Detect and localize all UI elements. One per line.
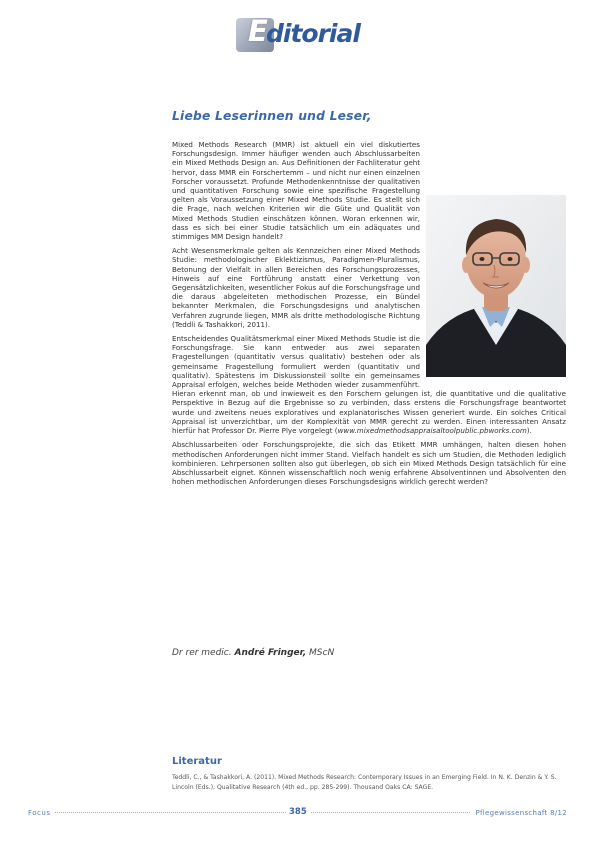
paragraph-features: Acht Wesensmerkmale gelten als Kennzeichen einer Mixed Methods Studie: methodologischer Eklektizismus, Paradigmen-Pluralismus, Betonung der Vielfalt in allen Bereichen des Forschungsprozesses, Hinweis auf eine Fortführung anstatt einer Verkettung von Gegensätzlichkeiten, wesentlicher Fokus auf die Forschungsfrage und die daraus abgeleiteten methodischen Prozesse, ein Bündel bekannter Merkmalen, die Forschungsdesigns und analytischen Verfahren zugrunde liegen, MMR als dritte methodologische Richtung (Teddli & Tashakkori, 2011).	[172, 246, 420, 329]
literature-entry: Teddli, C., & Tashakkori, A. (2011). Mixed Methods Research: Contemporary Issues in an Emerging Field. In N. K. Denzin & Y. S. Lincoln (Eds.), Qualitative Research (4th ed., pp. 285-299). Thousand Oaks CA: SAGE.	[172, 774, 557, 791]
signature-degree: MScN	[309, 648, 335, 658]
literature-heading: Literatur	[172, 756, 222, 767]
paragraph-intro: Mixed Methods Research (MMR) ist aktuell ein viel diskutiertes Forschungsdesign. Immer häufiger wenden auch Abschlussarbeiten ein Mixed Methods Design an. Aus Definitionen der Fachliteratur geht hervor, dass MMR ein Forschertemm – und nicht nur einen einzelnen Forscher voraussetzt. Profunde Methodenkenntnisse der qualitativen und quantitativen Forschung sowie eine spezifische Fragestellung gelten als Voraussetzung einer Mixed Methods Studie. Es stellt sich die Frage, nach welchen Kriterien wir die Güte und Qualität von Mixed Methods Studien einschätzen können. Woran erkennen wir, dass es sich bei einer Studie tatsächlich um ein adäquates und stimmiges MM Design handelt?	[172, 140, 566, 241]
page-number: 385	[286, 807, 310, 817]
paragraph-quality: Entscheidendes Qualitätsmerkmal einer Mixed Methods Studie ist die Forschungsfrage. Sie kann entweder aus zwei separaten Fragestellungen (quantitativ versus qualitativ) bestehen oder als gemeinsame Fragestellung formuliert werden (quantitativ und qualitativ). Spätestens im Diskussionsteil sollte ein gemeinsames Appraisal erfolgen, welches beide Methoden wieder zusammenführt. Hieran erkennt man, ob und inwieweit es den Forschern gelungen ist, die quantitative und die qualitative Perspektive in Bezug auf die Ergebnisse so zu verbinden, dass erstens die Forschungsfrage beantwortet wurde und zweitens neues exploratives und explanatorisches Wissen generiert wurde. Ein solches Critical Appraisal ist unverzichtbar, um der Komplexität von MMR gerecht zu werden. Einen interessanten Ansatz hierfür hat Professor Dr. Pierre Plye vorgelegt (www.mixedmethodsappraisaltoolpublic.pbworks.com).	[172, 334, 566, 436]
author-signature	[172, 648, 334, 658]
article-greeting: Liebe Leserinnen und Leser,	[172, 109, 372, 123]
footer-section: Focus	[28, 809, 55, 817]
logo-wordmark: ditorial	[266, 19, 360, 48]
footer-journal: Pflegewissenschaft 8/12	[471, 809, 567, 817]
appraisal-tool-link[interactable]: www.mixedmethodsappraisaltoolpublic.pbworks.com	[337, 426, 527, 436]
author-photo	[426, 195, 566, 377]
signature-title: Dr rer medic.	[172, 648, 232, 658]
editorial-logo	[236, 16, 366, 56]
article-body	[172, 140, 566, 491]
signature-name: André Fringer,	[234, 648, 307, 658]
logo-initial: E	[248, 14, 267, 48]
paragraph-theses: Abschlussarbeiten oder Forschungsprojekte, die sich das Etikett MMR umhängen, halten diesen hohen methodischen Anforderungen nicht immer Stand. Vielfach handelt es sich um Studien, die Methoden lediglich kombinieren. Lehrpersonen sollten also gut überlegen, ob sich ein Mixed Methods Design tatsächlich für eine Abschlussarbeit eignet. Können wissenschaftlich noch wenig erfahrene Absolventinnen und Absolventen den hohen methodischen Anforderungen dieses Forschungsdesigns wirklich gerecht werden?	[172, 440, 566, 487]
